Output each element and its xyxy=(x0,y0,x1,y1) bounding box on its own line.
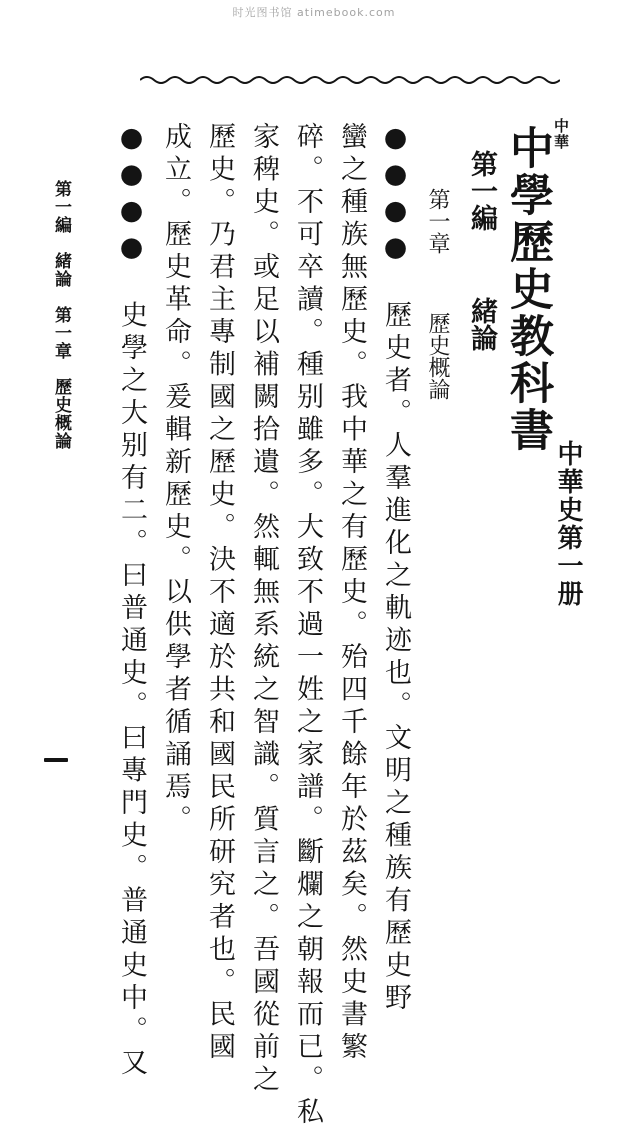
part-title: 緒論 xyxy=(466,297,497,351)
chapter-label: 第一章 xyxy=(425,188,450,254)
page-number xyxy=(44,758,68,762)
volume-label: 中華史第一册 xyxy=(553,440,583,608)
page-footer: 第一編 緒論 第一章 歷史概論 xyxy=(51,180,71,450)
part-label: 第一編 xyxy=(466,150,497,231)
chapter-title: 歷史概論 xyxy=(425,312,450,400)
body-column-1-sidenote xyxy=(382,270,383,303)
body-column-7-sidenote xyxy=(118,270,119,303)
watermark: 时光图书馆 atimebook.com xyxy=(232,6,396,19)
body-column-4: 家稗史。或足以補闕拾遺。然輒無系統之智識。質言之。吾國從前之 xyxy=(248,122,279,1097)
body-column-1: ●●●● 歷史者。人羣進化之軌迹也。文明之種族有歷史野 xyxy=(380,122,411,1016)
body-column-5: 歷史。乃君主專制國之歷史。決不適於共和國民所研究者也。民國 xyxy=(204,122,235,1065)
series-label: 中華 xyxy=(552,118,570,150)
body-column-2: 蠻之種族無歷史。我中華之有歷史。殆四千餘年於茲矣。然史書繁 xyxy=(336,122,367,1065)
body-column-6: 成立。歷史革命。爰輯新歷史。以供學者循誦焉。 xyxy=(160,122,191,837)
book-title: 中學歷史教科書 xyxy=(502,125,553,454)
body-column-7: ●●●● 史學之大别有二。曰普通史。曰專門史。普通史中。又 xyxy=(116,122,147,1081)
decorative-wavy-rule xyxy=(140,72,560,88)
body-column-3: 碎。不可卒讀。種别雖多。大致不過一姓之家譜。斷爛之朝報而已。私 xyxy=(292,122,323,1130)
